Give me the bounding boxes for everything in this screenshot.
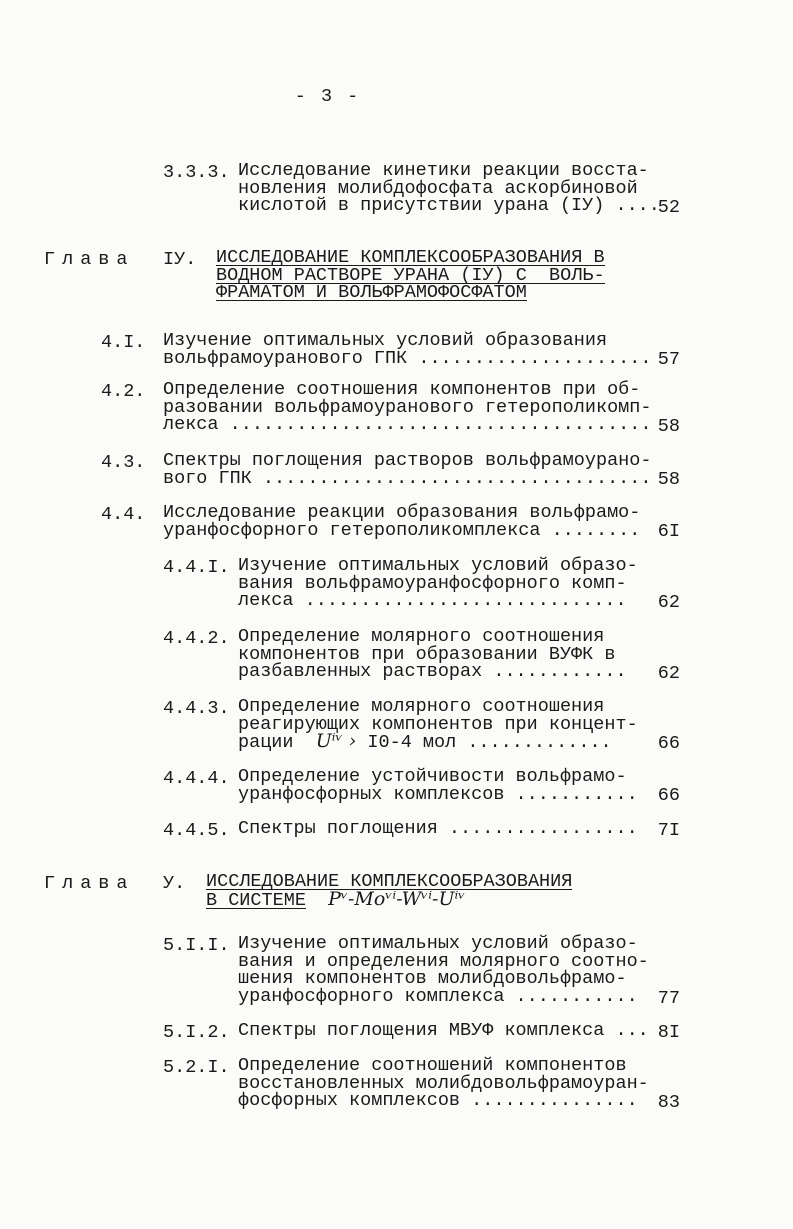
entry-text: Исследование кинетики реакции восста- новления молибдофосфата аскорбиновой кислотой в присутствии урана (IУ) ....	[238, 160, 660, 216]
entry-number: 5.I.I.	[163, 935, 230, 956]
entry-page: 6I	[657, 521, 680, 542]
entry-number: 5.I.2.	[163, 1022, 230, 1043]
entry-text: Спектры поглощения МВУФ комплекса ...	[238, 1020, 649, 1041]
entry-text: Определение соотношений компонентов восстановленных молибдовольфрамоуран- фосфорных комплексов ...............	[238, 1055, 649, 1111]
entry-number: 5.2.I.	[163, 1057, 230, 1078]
entry-number: 4.4.3.	[163, 698, 230, 719]
entry-text: Спектры поглощения .................	[238, 818, 638, 839]
entry-text: Изучение оптимальных условий образования вольфрамоуранового ГПК .....................	[163, 330, 652, 369]
entry-page: 83	[657, 1092, 680, 1113]
entry-page: 66	[657, 733, 680, 754]
entry-text: Определение молярного соотношения компонентов при образовании ВУФК в разбавленных растворах ............	[238, 626, 627, 682]
chapter-label: Глава	[44, 249, 135, 270]
entry-text: Спектры поглощения растворов вольфрамоурано- вого ГПК ...................................	[163, 450, 652, 489]
handwritten-formula: Pᵛ-Moᵛⁱ-Wᵛⁱ-Uⁱᵛ	[328, 887, 466, 910]
entry-text: Определение молярного соотношения реагирующих компонентов при концент- рации Uⁱᵛ › I0-4 мол .............	[238, 696, 638, 753]
chapter-title: ИССЛЕДОВАНИЕ КОМПЛЕКСООБРАЗОВАНИЯ В СИСТЕМЕ Pᵛ-Moᵛⁱ-Wᵛⁱ-Uⁱᵛ	[206, 871, 573, 911]
entry-page: 77	[657, 988, 680, 1009]
entry-number: 4.3.	[101, 452, 146, 473]
chapter-number: У.	[163, 873, 186, 894]
entry-number: 3.3.3.	[163, 162, 230, 183]
entry-page: 62	[657, 663, 680, 684]
entry-page: 66	[657, 785, 680, 806]
entry-page: 58	[657, 469, 680, 490]
entry-text: Исследование реакции образования вольфрамо- уранфосфорного гетерополикомплекса ........	[163, 502, 641, 541]
entry-text: Изучение оптимальных условий образо- вания вольфрамоуранфосфорного комп- лекса .............................	[238, 555, 638, 611]
entry-page: 8I	[657, 1022, 680, 1043]
entry-number: 4.2.	[101, 381, 146, 402]
entry-number: 4.4.4.	[163, 768, 230, 789]
entry-number: 4.4.5.	[163, 820, 230, 841]
entry-page: 57	[657, 349, 680, 370]
entry-page: 7I	[657, 820, 680, 841]
chapter-number: IУ.	[163, 249, 197, 270]
entry-page: 58	[657, 416, 680, 437]
entry-number: 4.4.2.	[163, 628, 230, 649]
chapter-title: ИССЛЕДОВАНИЕ КОМПЛЕКСООБРАЗОВАНИЯ В ВОДНОМ РАСТВОРЕ УРАНА (IУ) С ВОЛЬ- ФРАМАТОМ И ВОЛЬФРАМОФОСФАТОМ	[216, 247, 605, 303]
chapter-label: Глава	[44, 873, 135, 894]
entry-text: Определение устойчивости вольфрамо- уранфосфорных комплексов ...........	[238, 766, 638, 805]
entry-number: 4.4.I.	[163, 557, 230, 578]
entry-page: 62	[657, 592, 680, 613]
entry-text: Изучение оптимальных условий образо- вания и определения молярного соотно- шения компонентов молибдовольфрамо- уранфосфорного комплекса ...........	[238, 933, 649, 1007]
page-number: - 3 -	[294, 86, 361, 107]
handwritten-formula: Uⁱᵛ ›	[315, 730, 357, 752]
entry-number: 4.4.	[101, 504, 146, 525]
entry-number: 4.I.	[101, 332, 146, 353]
entry-text: Определение соотношения компонентов при об- разовании вольфрамоуранового гетерополикомп- лекса ......................................	[163, 379, 652, 435]
entry-page: 52	[657, 197, 680, 218]
